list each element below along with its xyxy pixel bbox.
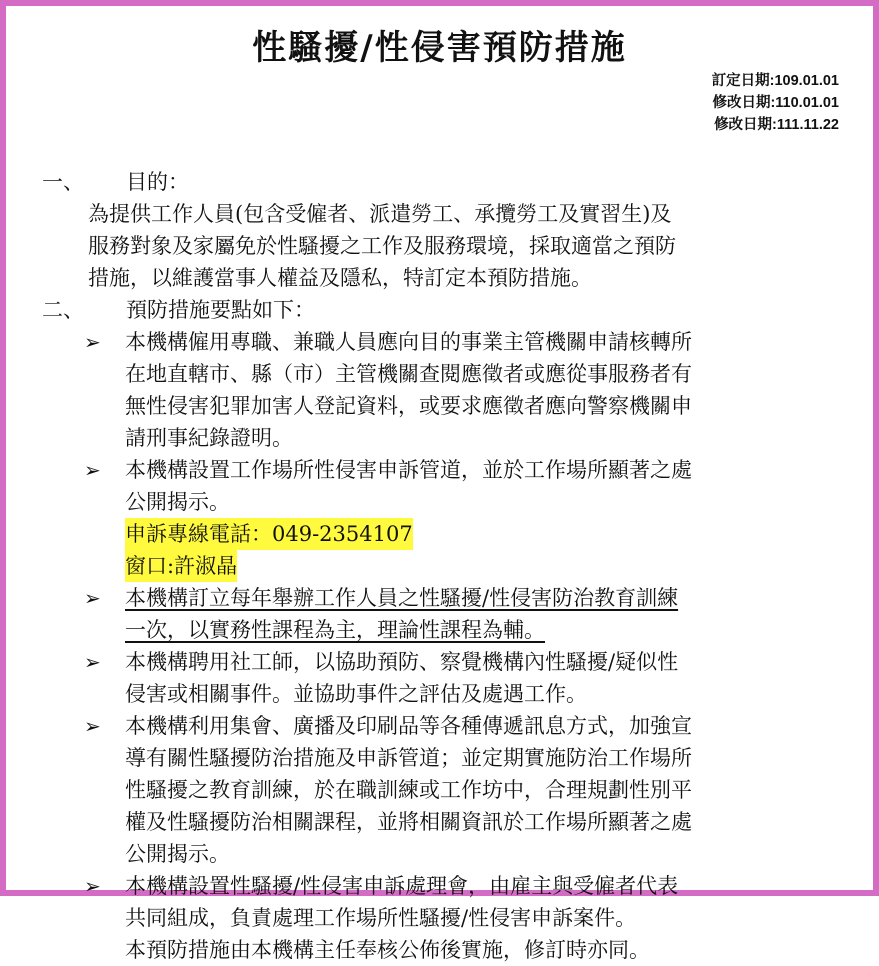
- list-item-line: [6, 358, 873, 390]
- section-heading: [6, 294, 873, 326]
- text-line: 導有關性騷擾防治措施及申訴管道；並定期實施防治工作場所: [125, 746, 692, 770]
- list-item-line: [6, 902, 873, 934]
- section-heading: [6, 166, 873, 198]
- list-item-line: [6, 678, 873, 710]
- text-line: 本機構設置性騷擾/性侵害申訴處理會，由雇主與受僱者代表: [125, 874, 679, 898]
- text-line: 本機構利用集會、廣播及印刷品等各種傳遞訊息方式，加強宣: [125, 714, 692, 738]
- section-title: 預防措施要點如下：: [126, 298, 315, 322]
- arrow-bullet-icon: ➢: [84, 650, 101, 674]
- list-item-line: [6, 390, 873, 422]
- hotline-phone: 申訴專線電話：049-2354107: [125, 518, 413, 550]
- arrow-bullet-icon: ➢: [84, 458, 101, 482]
- paragraph-line: [6, 230, 873, 262]
- paragraph-line: [6, 262, 873, 294]
- list-item-line: [6, 934, 873, 966]
- list-item: [6, 582, 873, 614]
- date-revised-1: 修改日期:110.01.01: [712, 95, 839, 111]
- text-line: 措施，以維護當事人權益及隱私，特訂定本預防措施。: [88, 266, 592, 290]
- text-line: 權及性騷擾防治相關課程，並將相關資訊於工作場所顯著之處: [125, 810, 692, 834]
- text-line: 性騷擾之教育訓練，於在職訓練或工作坊中，合理規劃性別平: [125, 778, 692, 802]
- arrow-bullet-icon: ➢: [84, 874, 101, 898]
- list-item: [6, 870, 873, 902]
- text-line: 請刑事紀錄證明。: [125, 426, 293, 450]
- list-item-line: [6, 486, 873, 518]
- date-revised-2: 修改日期:111.11.22: [714, 117, 839, 133]
- list-item-line: [6, 838, 873, 870]
- arrow-bullet-icon: ➢: [84, 714, 101, 738]
- section-number: 一、: [42, 170, 84, 194]
- list-item-line: [6, 806, 873, 838]
- text-line: 公開揭示。: [125, 842, 230, 866]
- text-line: 無性侵害犯罪加害人登記資料，或要求應徵者應向警察機關申: [125, 394, 692, 418]
- arrow-bullet-icon: ➢: [84, 330, 101, 354]
- text-line: 共同組成，負責處理工作場所性騷擾/性侵害申訴案件。: [125, 906, 637, 930]
- text-line: 本機構訂立每年舉辦工作人員之性騷擾/性侵害防治教育訓練: [125, 586, 679, 610]
- document-body: [6, 166, 873, 966]
- list-item: [6, 326, 873, 358]
- date-established: 訂定日期:109.01.01: [711, 73, 839, 89]
- text-line: 本機構設置工作場所性侵害申訴管道，並於工作場所顯著之處: [125, 458, 692, 482]
- paragraph-line: [6, 198, 873, 230]
- list-item: [6, 710, 873, 742]
- text-line: 為提供工作人員(包含受僱者、派遣勞工、承攬勞工及實習生)及: [88, 202, 672, 226]
- date-block: [712, 70, 839, 136]
- text-line: 一次，以實務性課程為主，理論性課程為輔。: [125, 618, 545, 642]
- contact-window: 窗口:許淑晶: [125, 550, 237, 582]
- list-item: [6, 646, 873, 678]
- list-item-line: [6, 614, 873, 646]
- text-line: 在地直轄市、縣（市）主管機關查閱應徵者或應從事服務者有: [125, 362, 692, 386]
- list-item-line: [6, 518, 873, 550]
- page-title: 性騷擾/性侵害預防措施: [252, 28, 627, 68]
- section-title: 目的：: [126, 170, 189, 194]
- text-line: 公開揭示。: [125, 490, 230, 514]
- section-number: 二、: [42, 298, 84, 322]
- text-line: 本機構僱用專職、兼職人員應向目的事業主管機關申請核轉所: [125, 330, 692, 354]
- list-item-line: [6, 550, 873, 582]
- arrow-bullet-icon: ➢: [84, 586, 101, 610]
- list-item-line: [6, 742, 873, 774]
- list-item-line: [6, 422, 873, 454]
- list-item-line: [6, 774, 873, 806]
- text-line: 本預防措施由本機構主任奉核公佈後實施，修訂時亦同。: [125, 938, 650, 962]
- text-line: 侵害或相關事件。並協助事件之評估及處遇工作。: [125, 682, 587, 706]
- list-item: [6, 454, 873, 486]
- text-line: 服務對象及家屬免於性騷擾之工作及服務環境，採取適當之預防: [88, 234, 676, 258]
- text-line: 本機構聘用社工師，以協助預防、察覺機構內性騷擾/疑似性: [125, 650, 679, 674]
